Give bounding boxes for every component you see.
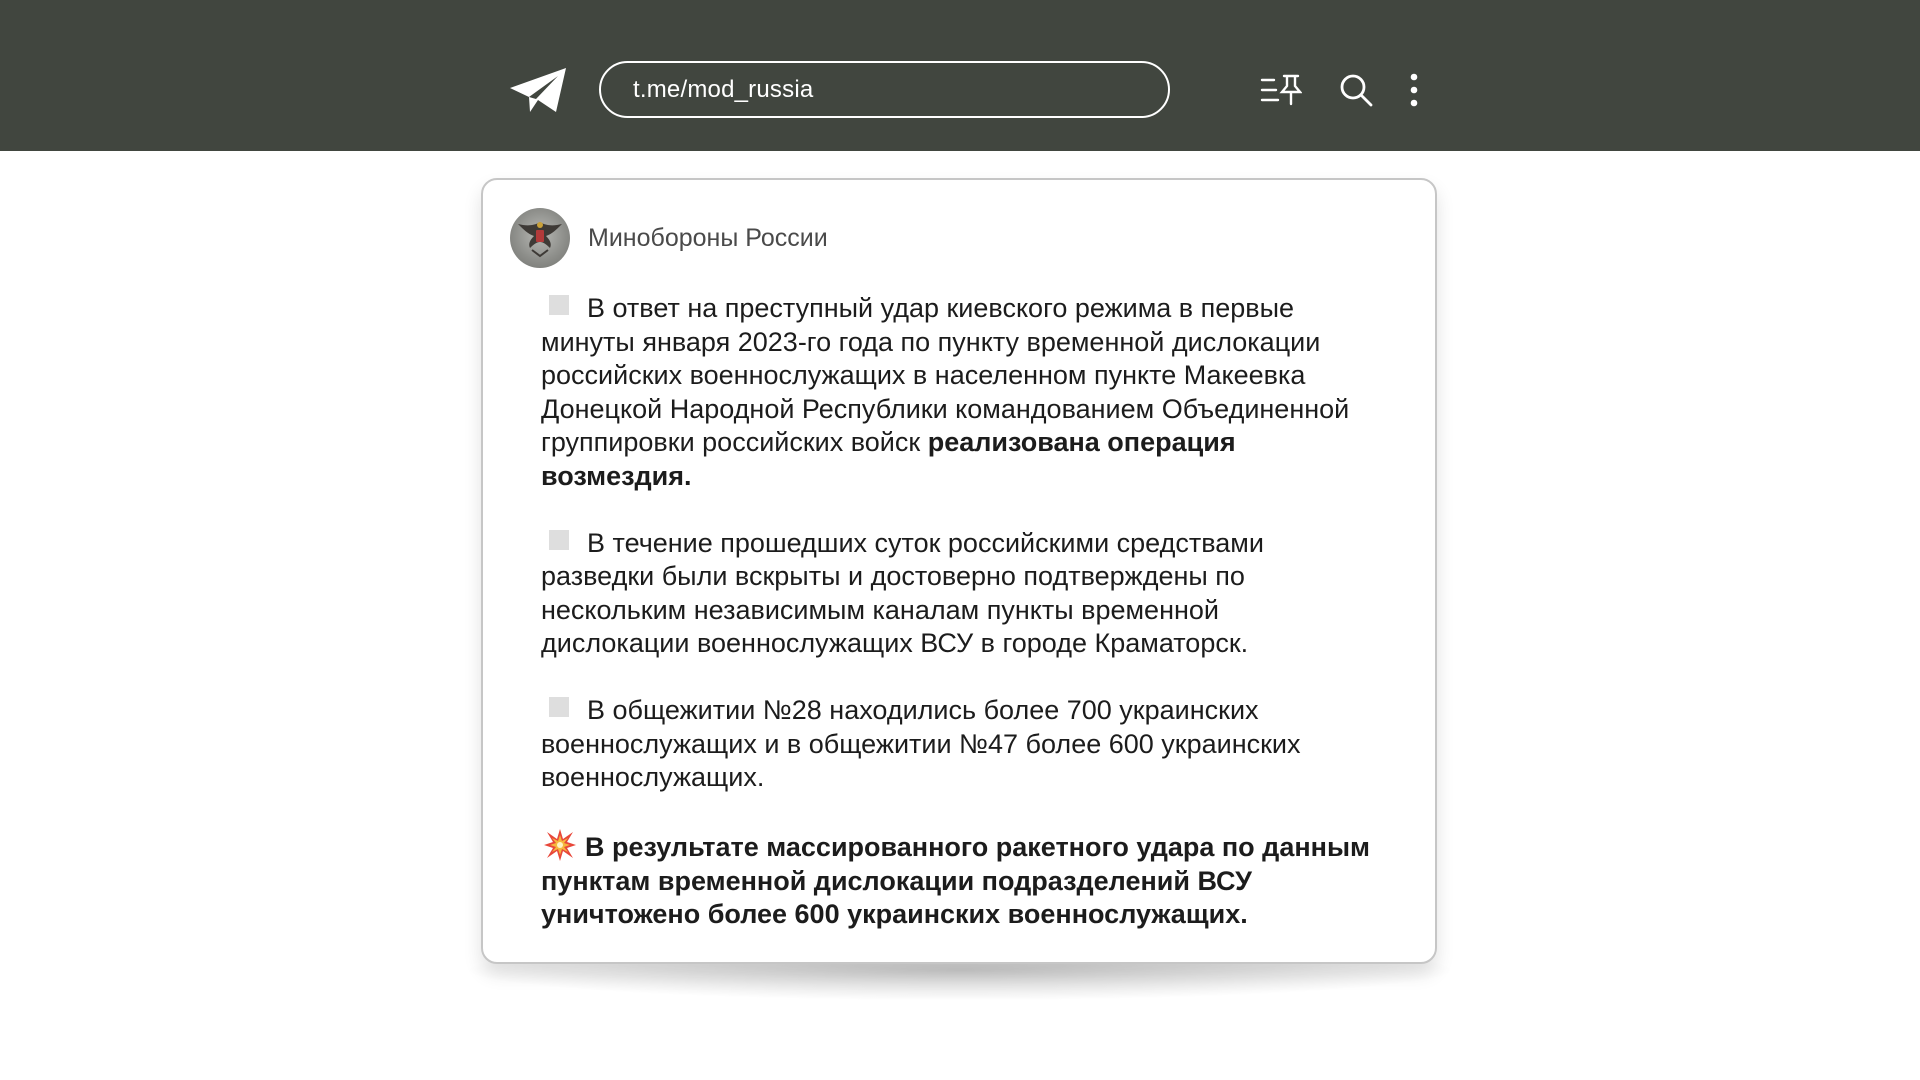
ministry-emblem-icon bbox=[510, 208, 570, 268]
bold-text: реализована операция bbox=[927, 427, 1236, 457]
text-line: военнослужащих. bbox=[541, 762, 765, 792]
more-vertical-icon[interactable] bbox=[1406, 72, 1422, 108]
text-line: разведки были вскрыты и достоверно подтверждены по bbox=[541, 561, 1245, 591]
text-line: В результате массированного ракетного удара по данным bbox=[541, 828, 1421, 865]
text-line: В ответ на преступный удар киевского режима в первые bbox=[541, 292, 1421, 326]
text-line: В течение прошедших суток российскими средствами bbox=[541, 527, 1421, 561]
text-line: группировки российских войск реализована операция bbox=[541, 427, 1236, 457]
text-line: возмездия. bbox=[541, 460, 692, 491]
url-bar[interactable] bbox=[599, 61, 1170, 118]
text-line: пунктам временной дислокации подразделений ВСУ bbox=[541, 865, 1252, 896]
post-paragraph bbox=[541, 292, 1421, 493]
channel-avatar[interactable] bbox=[510, 208, 570, 268]
text-line: уничтожено более 600 украинских военнослужащих. bbox=[541, 899, 1248, 929]
text-line: дислокации военнослужащих ВСУ в городе Краматорск. bbox=[541, 628, 1249, 658]
post-card bbox=[481, 178, 1437, 964]
pinned-messages-icon[interactable] bbox=[1260, 72, 1302, 108]
url-text: t.me/mod_russia bbox=[633, 75, 814, 103]
text-line: минуты января 2023-го года по пункту временной дислокации bbox=[541, 326, 1321, 357]
search-icon[interactable] bbox=[1338, 72, 1374, 108]
text-line: В общежитии №28 находились более 700 украинских bbox=[541, 694, 1421, 728]
text-line: Донецкой Народной Республики командованием Объединенной bbox=[541, 393, 1350, 424]
post-paragraph-summary bbox=[541, 828, 1421, 932]
text-line: нескольким независимым каналам пункты временной bbox=[541, 594, 1219, 625]
text-line: российских военнослужащих в населенном пункте Макеевка bbox=[541, 360, 1306, 390]
telegram-plane-icon[interactable] bbox=[508, 66, 568, 116]
square-bullet-icon bbox=[549, 697, 569, 717]
square-bullet-icon bbox=[549, 530, 569, 550]
post-paragraph bbox=[541, 694, 1421, 795]
square-bullet-icon bbox=[549, 295, 569, 315]
text-line: военнослужащих и в общежитии №47 более 600 украинских bbox=[541, 728, 1301, 759]
post-text bbox=[541, 292, 1421, 932]
post-paragraph bbox=[541, 527, 1421, 661]
collision-burst-icon bbox=[543, 828, 577, 862]
channel-name[interactable]: Минобороны России bbox=[588, 224, 828, 252]
channel-header-bar bbox=[0, 0, 1920, 151]
